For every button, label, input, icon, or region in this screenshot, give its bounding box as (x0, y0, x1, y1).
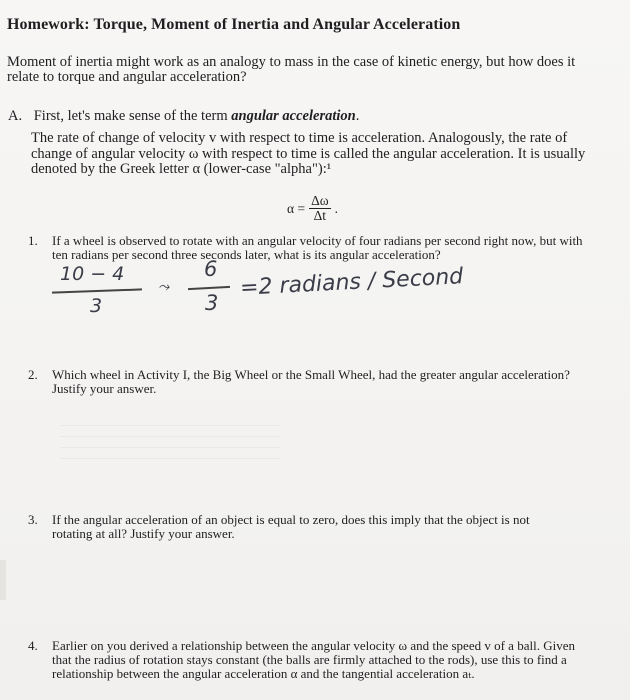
section-a-heading-suffix: . (355, 108, 360, 124)
hand-arrow: ⤳ (158, 279, 170, 295)
formula-denominator: Δt (313, 208, 327, 223)
hand-fraction1-denominator: 3 (90, 295, 103, 317)
intro-paragraph: Moment of inertia might work as an analogy to mass in the case of kinetic energy, but how does it relate to torque and angular acceleration? (7, 54, 576, 85)
section-a-label: A. (8, 108, 23, 124)
bleed-through-marks (60, 415, 280, 465)
section-a-heading (8, 108, 359, 125)
hand-fraction2-bar (188, 286, 230, 290)
page-title: Homework: Torque, Moment of Inertia and Angular Acceleration (7, 16, 461, 33)
page-edge-shadow (0, 560, 6, 600)
question-2 (28, 368, 588, 396)
question-1-number: 1. (28, 233, 38, 248)
formula-fraction (309, 194, 331, 223)
section-a-heading-prefix: First, let's make sense of the term (33, 108, 232, 124)
question-2-text: Which wheel in Activity I, the Big Wheel or the Small Wheel, had the greater angular acceleration? Justify your answer. (52, 367, 570, 396)
question-3-number: 3. (28, 512, 38, 527)
hand-answer-text: =2 radians / Second (239, 264, 464, 301)
question-3 (28, 513, 568, 541)
question-3-text: If the angular acceleration of an object is equal to zero, does this imply that the object is not rotating at all? Justify your answer. (52, 512, 530, 541)
section-a-paragraph: The rate of change of velocity v with respect to time is acceleration. Analogously, the rate of change of angular velocity ω with respect to time is called the angular acceleration. It is usually denoted by the Greek letter α (lower-case "alpha"):¹ (31, 130, 586, 177)
question-1-text: If a wheel is observed to rotate with an angular velocity of four radians per second right now, but with ten radians per second three seconds later, what is its angular acceleration? (52, 233, 583, 262)
formula-lhs: α = (287, 200, 306, 216)
hand-fraction2-denominator: 3 (205, 291, 219, 315)
angular-acceleration-formula (287, 194, 338, 223)
question-2-number: 2. (28, 367, 38, 382)
section-a-term: angular acceleration (231, 108, 356, 124)
formula-tail: . (334, 200, 339, 216)
hand-fraction2-numerator: 6 (204, 257, 218, 281)
hand-fraction1-numerator: 10 − 4 (60, 263, 125, 285)
question-4-text: Earlier on you derived a relationship between the angular velocity ω and the speed v of a ball. Given that the radius of rotation stays constant (the balls are firmly attached to the rods), use this to find a relationship between the angular acceleration α and the tangential acceleration aₜ. (52, 638, 575, 681)
question-4-number: 4. (28, 638, 38, 653)
formula-numerator: Δω (311, 193, 329, 208)
question-4 (28, 639, 588, 681)
question-1 (28, 234, 598, 262)
hand-fraction1-bar (52, 288, 142, 293)
